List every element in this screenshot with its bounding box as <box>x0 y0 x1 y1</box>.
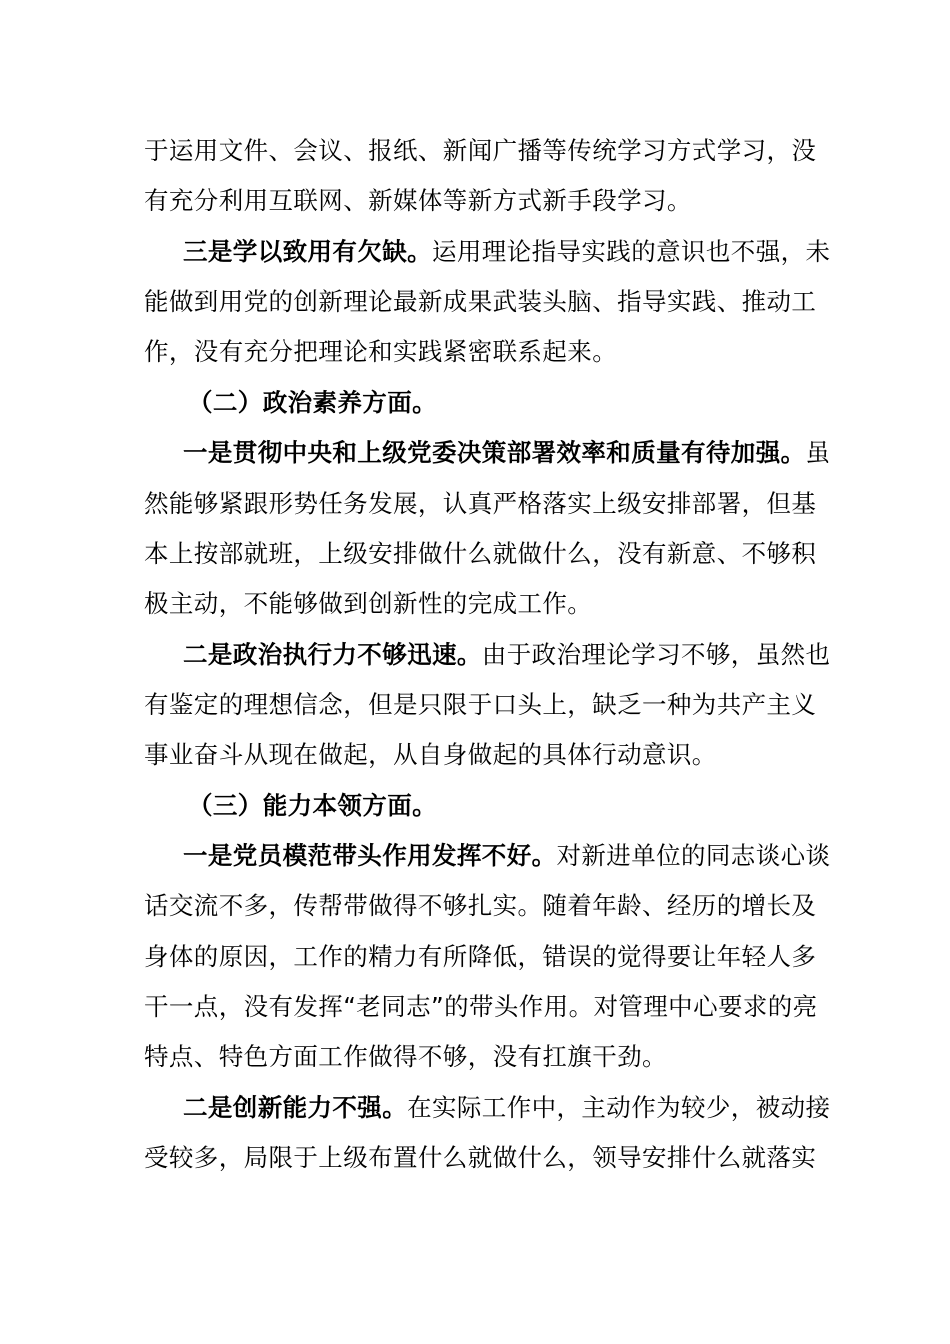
text-line: 干一点，没有发挥“老同志”的带头作用。对管理中心要求的亮 <box>144 992 818 1021</box>
section-heading: （二）政治素养方面。 <box>188 388 437 417</box>
text-line: 作，没有充分把理论和实践紧密联系起来。 <box>144 337 618 366</box>
text-line: 有充分利用互联网、新媒体等新方式新手段学习。 <box>144 186 692 215</box>
bold-lead: 三是学以致用有欠缺。 <box>183 237 432 266</box>
text-line: 话交流不多，传帮带做得不够扎实。随着年龄、经历的增长及 <box>144 891 817 920</box>
text-line: 于运用文件、会议、报纸、新闻广播等传统学习方式学习，没 <box>144 136 817 165</box>
bold-lead: 一是党员模范带头作用发挥不好。 <box>183 841 557 870</box>
text-run: 虽 <box>805 438 831 467</box>
paragraph-first-line <box>183 438 830 468</box>
text-run: 在实际工作中，主动作为较少，被动接 <box>407 1093 831 1122</box>
text-line: 有鉴定的理想信念，但是只限于口头上，缺乏一种为共产主义 <box>144 690 817 719</box>
text-line: 极主动，不能够做到创新性的完成工作。 <box>144 589 593 618</box>
text-run: 由于政治理论学习不够，虽然也 <box>481 640 831 669</box>
text-run: 对新进单位的同志谈心谈 <box>556 841 831 870</box>
text-line: 受较多，局限于上级布置什么就做什么，领导安排什么就落实 <box>144 1143 817 1172</box>
bold-lead: 二是创新能力不强。 <box>183 1093 408 1122</box>
paragraph-first-line <box>183 640 830 670</box>
text-run: 运用理论指导实践的意识也不强，未 <box>432 237 831 266</box>
text-line: 本上按部就班，上级安排做什么就做什么，没有新意、不够积 <box>144 539 817 568</box>
text-line: 身体的原因，工作的精力有所降低，错误的觉得要让年轻人多 <box>144 942 817 971</box>
bold-lead: 二是政治执行力不够迅速。 <box>183 640 482 669</box>
bold-lead: 一是贯彻中央和上级党委决策部署效率和质量有待加强。 <box>183 438 806 467</box>
paragraph-first-line <box>183 1093 830 1123</box>
section-heading: （三）能力本领方面。 <box>188 791 437 820</box>
text-line: 然能够紧跟形势任务发展，认真严格落实上级安排部署，但基 <box>144 489 817 518</box>
paragraph-first-line <box>183 237 830 267</box>
text-line: 能做到用党的创新理论最新成果武装头脑、指导实践、推动工 <box>144 287 817 316</box>
text-line: 特点、特色方面工作做得不够，没有扛旗干劲。 <box>144 1042 667 1071</box>
text-line: 事业奋斗从现在做起，从自身做起的具体行动意识。 <box>144 740 717 769</box>
paragraph-first-line <box>183 841 830 871</box>
